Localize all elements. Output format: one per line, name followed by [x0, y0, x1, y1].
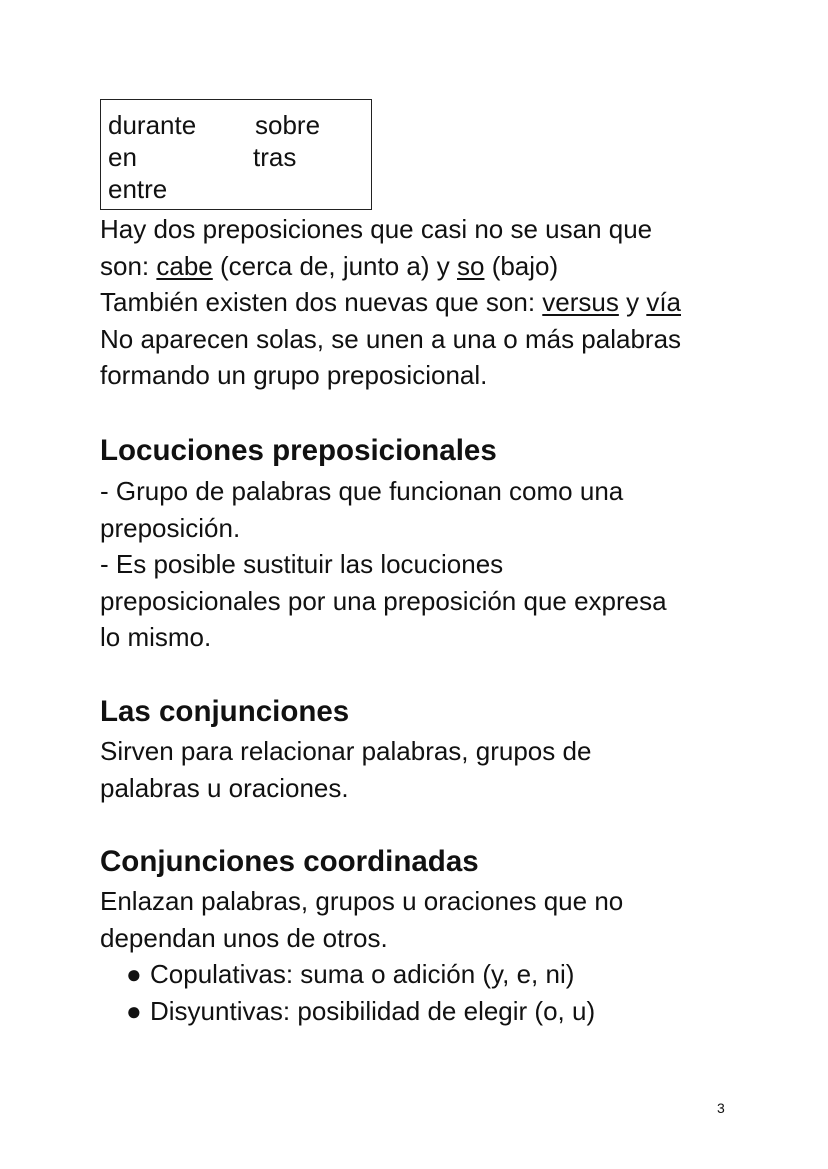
coordinadas-paragraph: [100, 883, 740, 956]
coordinadas-line: dependan unos de otros.: [100, 922, 388, 953]
intro-text: También existen dos nuevas que son:: [100, 287, 543, 317]
list-item: [126, 993, 595, 1030]
preposition-sobre: sobre: [255, 110, 321, 140]
intro-line-2: [100, 248, 740, 285]
intro-paragraph: [100, 211, 740, 394]
intro-line-5: formando un grupo preposicional.: [100, 360, 488, 390]
intro-line-1: Hay dos preposiciones que casi no se usan que: [100, 214, 653, 244]
heading-coordinadas: Conjunciones coordinadas: [100, 845, 479, 878]
underlined-word-via: vía: [646, 287, 681, 317]
locuciones-line: preposición.: [100, 512, 241, 543]
intro-line-4: No aparecen solas, se unen a una o más palabras: [100, 323, 682, 354]
bullet-icon: ●: [126, 959, 142, 989]
preposition-tras: tras: [253, 142, 297, 172]
locuciones-line: - Grupo de palabras que funcionan como una: [100, 476, 624, 506]
intro-text: son:: [100, 250, 157, 281]
locuciones-line: lo mismo.: [100, 622, 212, 652]
conjunciones-line: palabras u oraciones.: [100, 772, 349, 803]
conjunciones-paragraph: [100, 733, 740, 806]
page-number: 3: [717, 1100, 725, 1116]
intro-text: y: [618, 287, 647, 317]
underlined-word-versus: versus: [542, 287, 619, 317]
conjunciones-line: Sirven para relacionar palabras, grupos de: [100, 736, 592, 766]
bullet-icon: ●: [126, 995, 142, 1026]
intro-line-3: [100, 284, 740, 321]
underlined-word-cabe: cabe: [156, 250, 213, 281]
locuciones-line: - Es posible sustituir las locuciones: [100, 549, 504, 579]
preposition-durante: durante: [108, 110, 197, 140]
preposition-box: [100, 99, 372, 210]
list-item-text: Disyuntivas: posibilidad de elegir (o, u): [150, 995, 596, 1026]
locuciones-paragraph: [100, 473, 740, 656]
underlined-word-so: so: [457, 250, 485, 281]
preposition-en: en: [108, 142, 137, 172]
intro-text: (bajo): [484, 250, 559, 281]
intro-text: (cerca de, junto a) y: [212, 250, 457, 281]
list-item-text: Copulativas: suma o adición (y, e, ni): [150, 959, 575, 989]
preposition-entre: entre: [108, 174, 168, 204]
list-item: [126, 956, 595, 993]
locuciones-line: preposicionales por una preposición que expresa: [100, 585, 667, 616]
coordinadas-bullet-list: [126, 956, 595, 1029]
coordinadas-line: Enlazan palabras, grupos u oraciones que no: [100, 886, 624, 916]
heading-conjunciones: Las conjunciones: [100, 695, 350, 728]
heading-locuciones: Locuciones preposicionales: [100, 434, 497, 467]
